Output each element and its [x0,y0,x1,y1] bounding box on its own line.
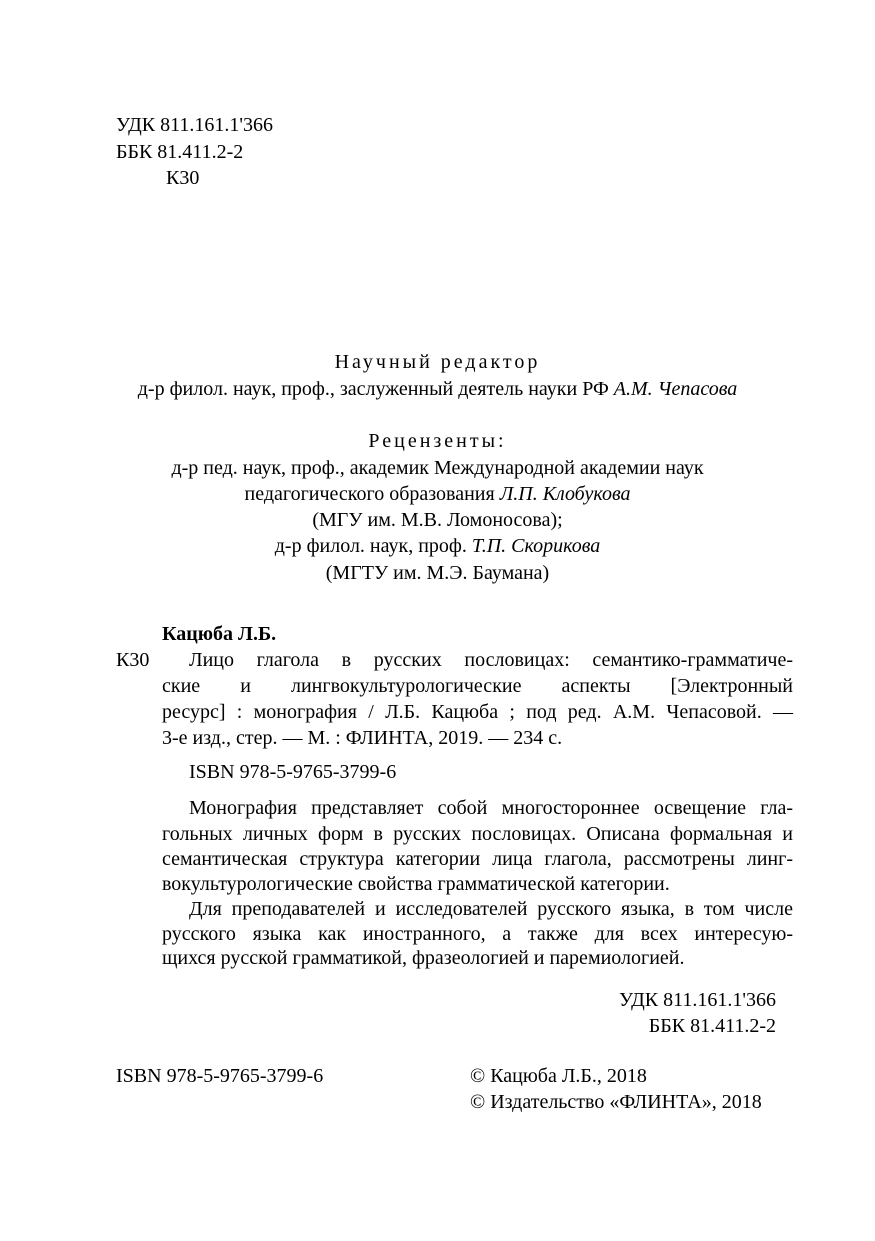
reviewer-line-5: (МГТУ им. М.Э. Баумана) [325,562,550,584]
reviewers-heading: Рецензенты: [368,430,507,452]
reviewer-line-2 [0,482,875,507]
abstract-p1-line-1: Монография представляет собой многостороннее освещение гла- [189,797,793,819]
copyright-publisher: © Издательство «ФЛИНТА», 2018 [470,1091,762,1113]
bib-author: Кацюба Л.Б. [162,623,277,645]
abstract-p2-line-3: щихся русской грамматикой, фразеологией и паремиологией. [162,947,685,969]
author-mark-code: К30 [166,167,200,189]
abstract-p1-line-4: вокультурологические свойства грамматической категории. [162,873,670,895]
reviewer-credentials: педагогического образования [244,483,500,505]
abstract-p2-line-2: русского языка как иностранного, а также для всех интересую- [162,923,793,945]
editor-line [0,377,875,402]
editor-name: А.М. Чепасова [613,378,738,400]
bottom-bbk: ББК 81.411.2-2 [648,1015,776,1037]
editor-credentials: д-р филол. наук, проф., заслуженный деятель науки РФ [137,378,614,400]
footer-isbn: ISBN 978-5-9765-3799-6 [116,1065,324,1087]
copyright-author: © Кацюба Л.Б., 2018 [470,1065,647,1087]
reviewer-line-4 [0,534,875,559]
bib-line-2: ские и лингвокультурологические аспекты [Электронный [162,675,793,697]
bib-code: К30 [116,649,150,671]
abstract-p2-line-1: Для преподавателей и исследователей русского языка, в том числе [189,898,793,920]
bib-line-4: 3-е изд., стер. — М. : ФЛИНТА, 2019. — 234 с. [162,727,563,749]
bbk-code: ББК 81.411.2-2 [116,141,244,163]
bib-isbn: ISBN 978-5-9765-3799-6 [189,761,397,783]
abstract-p1-line-3: семантическая структура категории лица глагола, рассмотрены линг- [162,848,793,870]
reviewer-credentials-2: д-р филол. наук, проф. [274,535,472,557]
bib-line-3: ресурс] : монография / Л.Б. Кацюба ; под ред. А.М. Чепасовой. — [162,701,793,723]
bib-line-1: Лицо глагола в русских пословицах: семантико-грамматиче- [189,649,793,671]
abstract-p1-line-2: гольных личных форм в русских пословицах. Описана формальная и [162,823,793,845]
reviewer-line-3: (МГУ им. М.В. Ломоносова); [312,509,563,531]
editor-heading: Научный редактор [334,351,541,373]
reviewer-name-2: Т.П. Скорикова [471,535,601,557]
udk-code: УДК 811.161.1'366 [116,114,273,136]
reviewer-name-1: Л.П. Клобукова [499,483,631,505]
reviewer-line-1: д-р пед. наук, проф., академик Международной академии наук [171,457,704,479]
bottom-udk: УДК 811.161.1'366 [619,989,776,1011]
